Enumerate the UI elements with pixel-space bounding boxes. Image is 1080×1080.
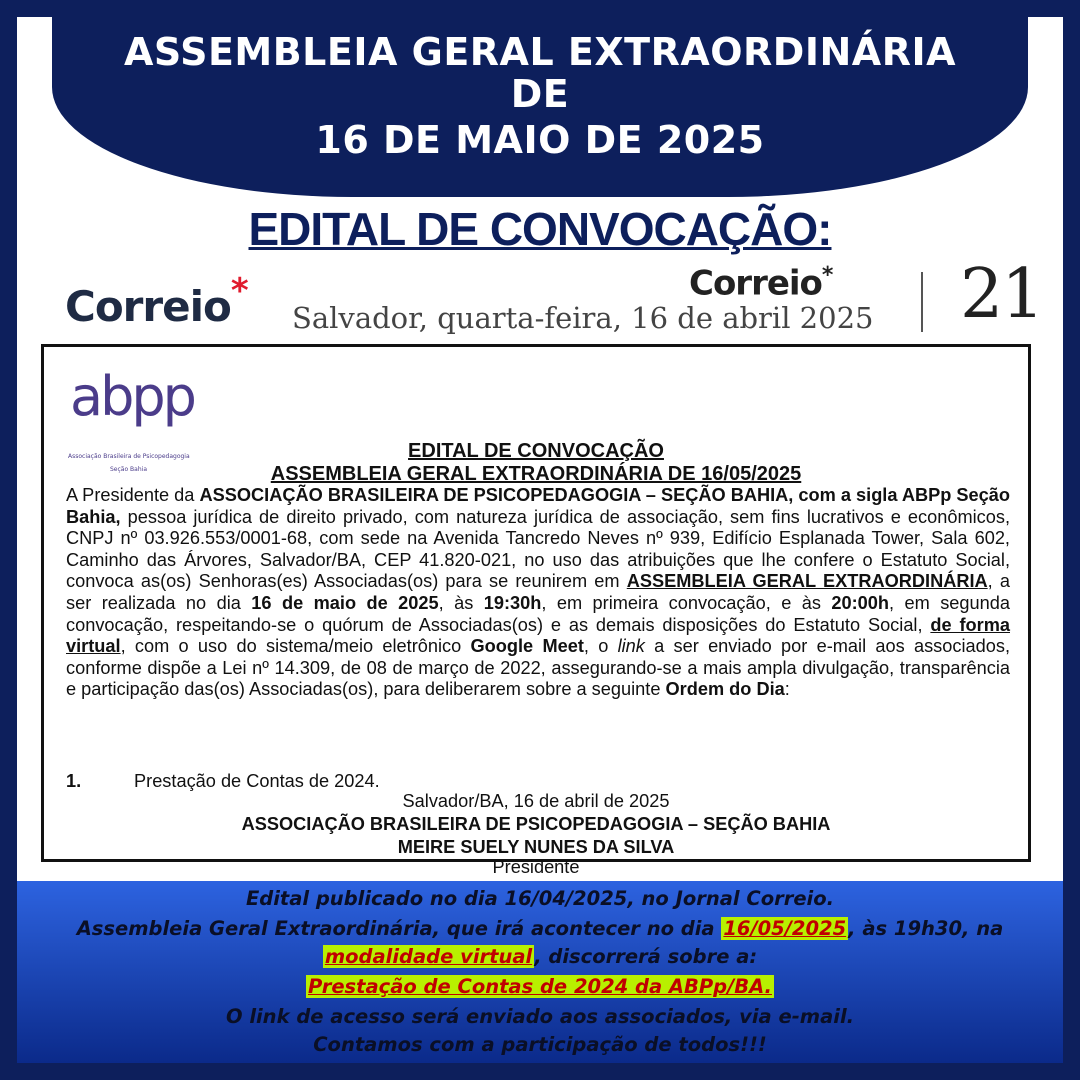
body-text: , em segunda convocação, respeitando-se o quórum de Associadas(os) e as demais disposições do Estatuto Social,	[66, 592, 1010, 635]
notice-subtitle: ASSEMBLEIA GERAL EXTRAORDINÁRIA DE 16/05/2025	[270, 463, 802, 485]
header-title-line3: 16 DE MAIO DE 2025	[315, 118, 765, 162]
footer-banner	[17, 881, 1063, 1063]
header-title-line2: DE	[510, 72, 570, 116]
body-agenda-label: Ordem do Dia	[665, 679, 785, 700]
body-platform: Google Meet	[470, 636, 584, 657]
agenda-item	[66, 771, 380, 792]
footer-text: , às 19h30, na	[848, 917, 1004, 940]
abpp-logo-section: Seção Bahia	[110, 466, 147, 473]
body-text: , com o uso do sistema/meio eletrônico	[120, 636, 471, 657]
footer-highlight-agenda: Prestação de Contas de 2024 da ABPp/BA.	[308, 975, 772, 998]
notice-box	[41, 344, 1031, 877]
newspaper-dateline: Salvador, quarta-feira, 16 de abril 2025	[292, 301, 874, 335]
body-assembly: ASSEMBLEIA GERAL EXTRAORDINÁRIA	[626, 571, 988, 592]
page-subtitle: EDITAL DE CONVOCAÇÃO:	[248, 203, 832, 255]
newspaper-brand-word: Correio	[689, 263, 822, 304]
body-text: , em primeira convocação, e às	[541, 592, 832, 613]
body-time-first: 19:30h	[483, 592, 542, 613]
body-link-word: link	[617, 636, 645, 657]
body-text: , às	[438, 592, 484, 613]
footer-text: Assembleia Geral Extraordinária, que irá acontecer no dia	[76, 917, 722, 940]
body-date: 16 de maio de 2025	[251, 592, 439, 613]
signer-name: MEIRE SUELY NUNES DA SILVA	[397, 837, 675, 857]
newspaper-page-number: 21	[960, 255, 1043, 334]
correio-logo-word: Correio	[65, 282, 231, 331]
signer-role: Presidente	[492, 857, 580, 877]
abpp-logo-tagline: Associação Brasileira de Psicopedagogia	[68, 453, 190, 460]
body-text: A Presidente da	[66, 485, 200, 505]
correio-star-icon: *	[230, 271, 248, 311]
body-text: pessoa jurídica de direito privado, com natureza jurídica de associação, sem fins lucrativos e econômicos, CNPJ nº 03.926.553/0001-68, com sede na Avenida Tancredo Neves nº 939, Edifício Esplanada Tower, Sala 602, Caminho das Árvores, Salvador/BA, CEP 41.820-021, no uso das atribuições que lhe confere o Estatuto Social, convoca as(os) Senhoras(es) Associadas(os) para se reunirem em	[66, 506, 1010, 592]
body-org-name: ASSOCIAÇÃO BRASILEIRA DE PSICOPEDAGOGIA – SEÇÃO BAHIA, com a sigla ABPp Seção Bahia,	[66, 485, 1011, 527]
signature-org: ASSOCIAÇÃO BRASILEIRA DE PSICOPEDAGOGIA – SEÇÃO BAHIA	[241, 814, 831, 834]
newspaper-brand	[689, 263, 832, 303]
agenda-item-text: Prestação de Contas de 2024.	[134, 771, 380, 791]
body-text: a ser enviado por e-mail aos associados, conforme dispõe a Lei nº 14.309, de 08 de março de 2022, assegurando-se a mais ampla divulgação, transparência e participação das(os) Associadas(os), para deliberarem sobre a seguinte	[66, 636, 1011, 700]
correio-logo	[65, 271, 248, 331]
newspaper-divider	[921, 272, 923, 332]
header-title-line1: ASSEMBLEIA GERAL EXTRAORDINÁRIA	[124, 30, 956, 74]
body-text: :	[784, 679, 790, 700]
poster	[17, 17, 1063, 1063]
body-time-second: 20:00h	[831, 592, 890, 613]
footer-line-6: Contamos com a participação de todos!!!	[313, 1033, 767, 1056]
footer-line-1: Edital publicado no dia 16/04/2025, no Jornal Correio.	[245, 887, 835, 910]
footer-highlight-date: 16/05/2025	[723, 917, 847, 940]
body-text: , o	[583, 636, 618, 657]
body-text: , a ser realizada no dia	[66, 571, 1010, 613]
footer-line-3	[17, 943, 1063, 971]
footer-line-4	[17, 973, 1063, 1001]
footer-line-2	[17, 915, 1063, 943]
abpp-logo-mark: abpp	[70, 365, 194, 428]
place-date: Salvador/BA, 16 de abril de 2025	[402, 791, 670, 811]
agenda-item-number: 1.	[66, 771, 82, 791]
notice-body	[66, 485, 1010, 701]
footer-highlight-virtual: modalidade virtual	[324, 945, 533, 968]
body-virtual: de forma virtual	[66, 614, 1010, 657]
notice-title: EDITAL DE CONVOCAÇÃO	[408, 440, 664, 462]
footer-text: , discorrerá sobre a:	[534, 945, 758, 968]
newspaper-star-icon: *	[821, 263, 833, 288]
footer-line-5: O link de acesso será enviado aos associados, via e-mail.	[225, 1005, 855, 1028]
